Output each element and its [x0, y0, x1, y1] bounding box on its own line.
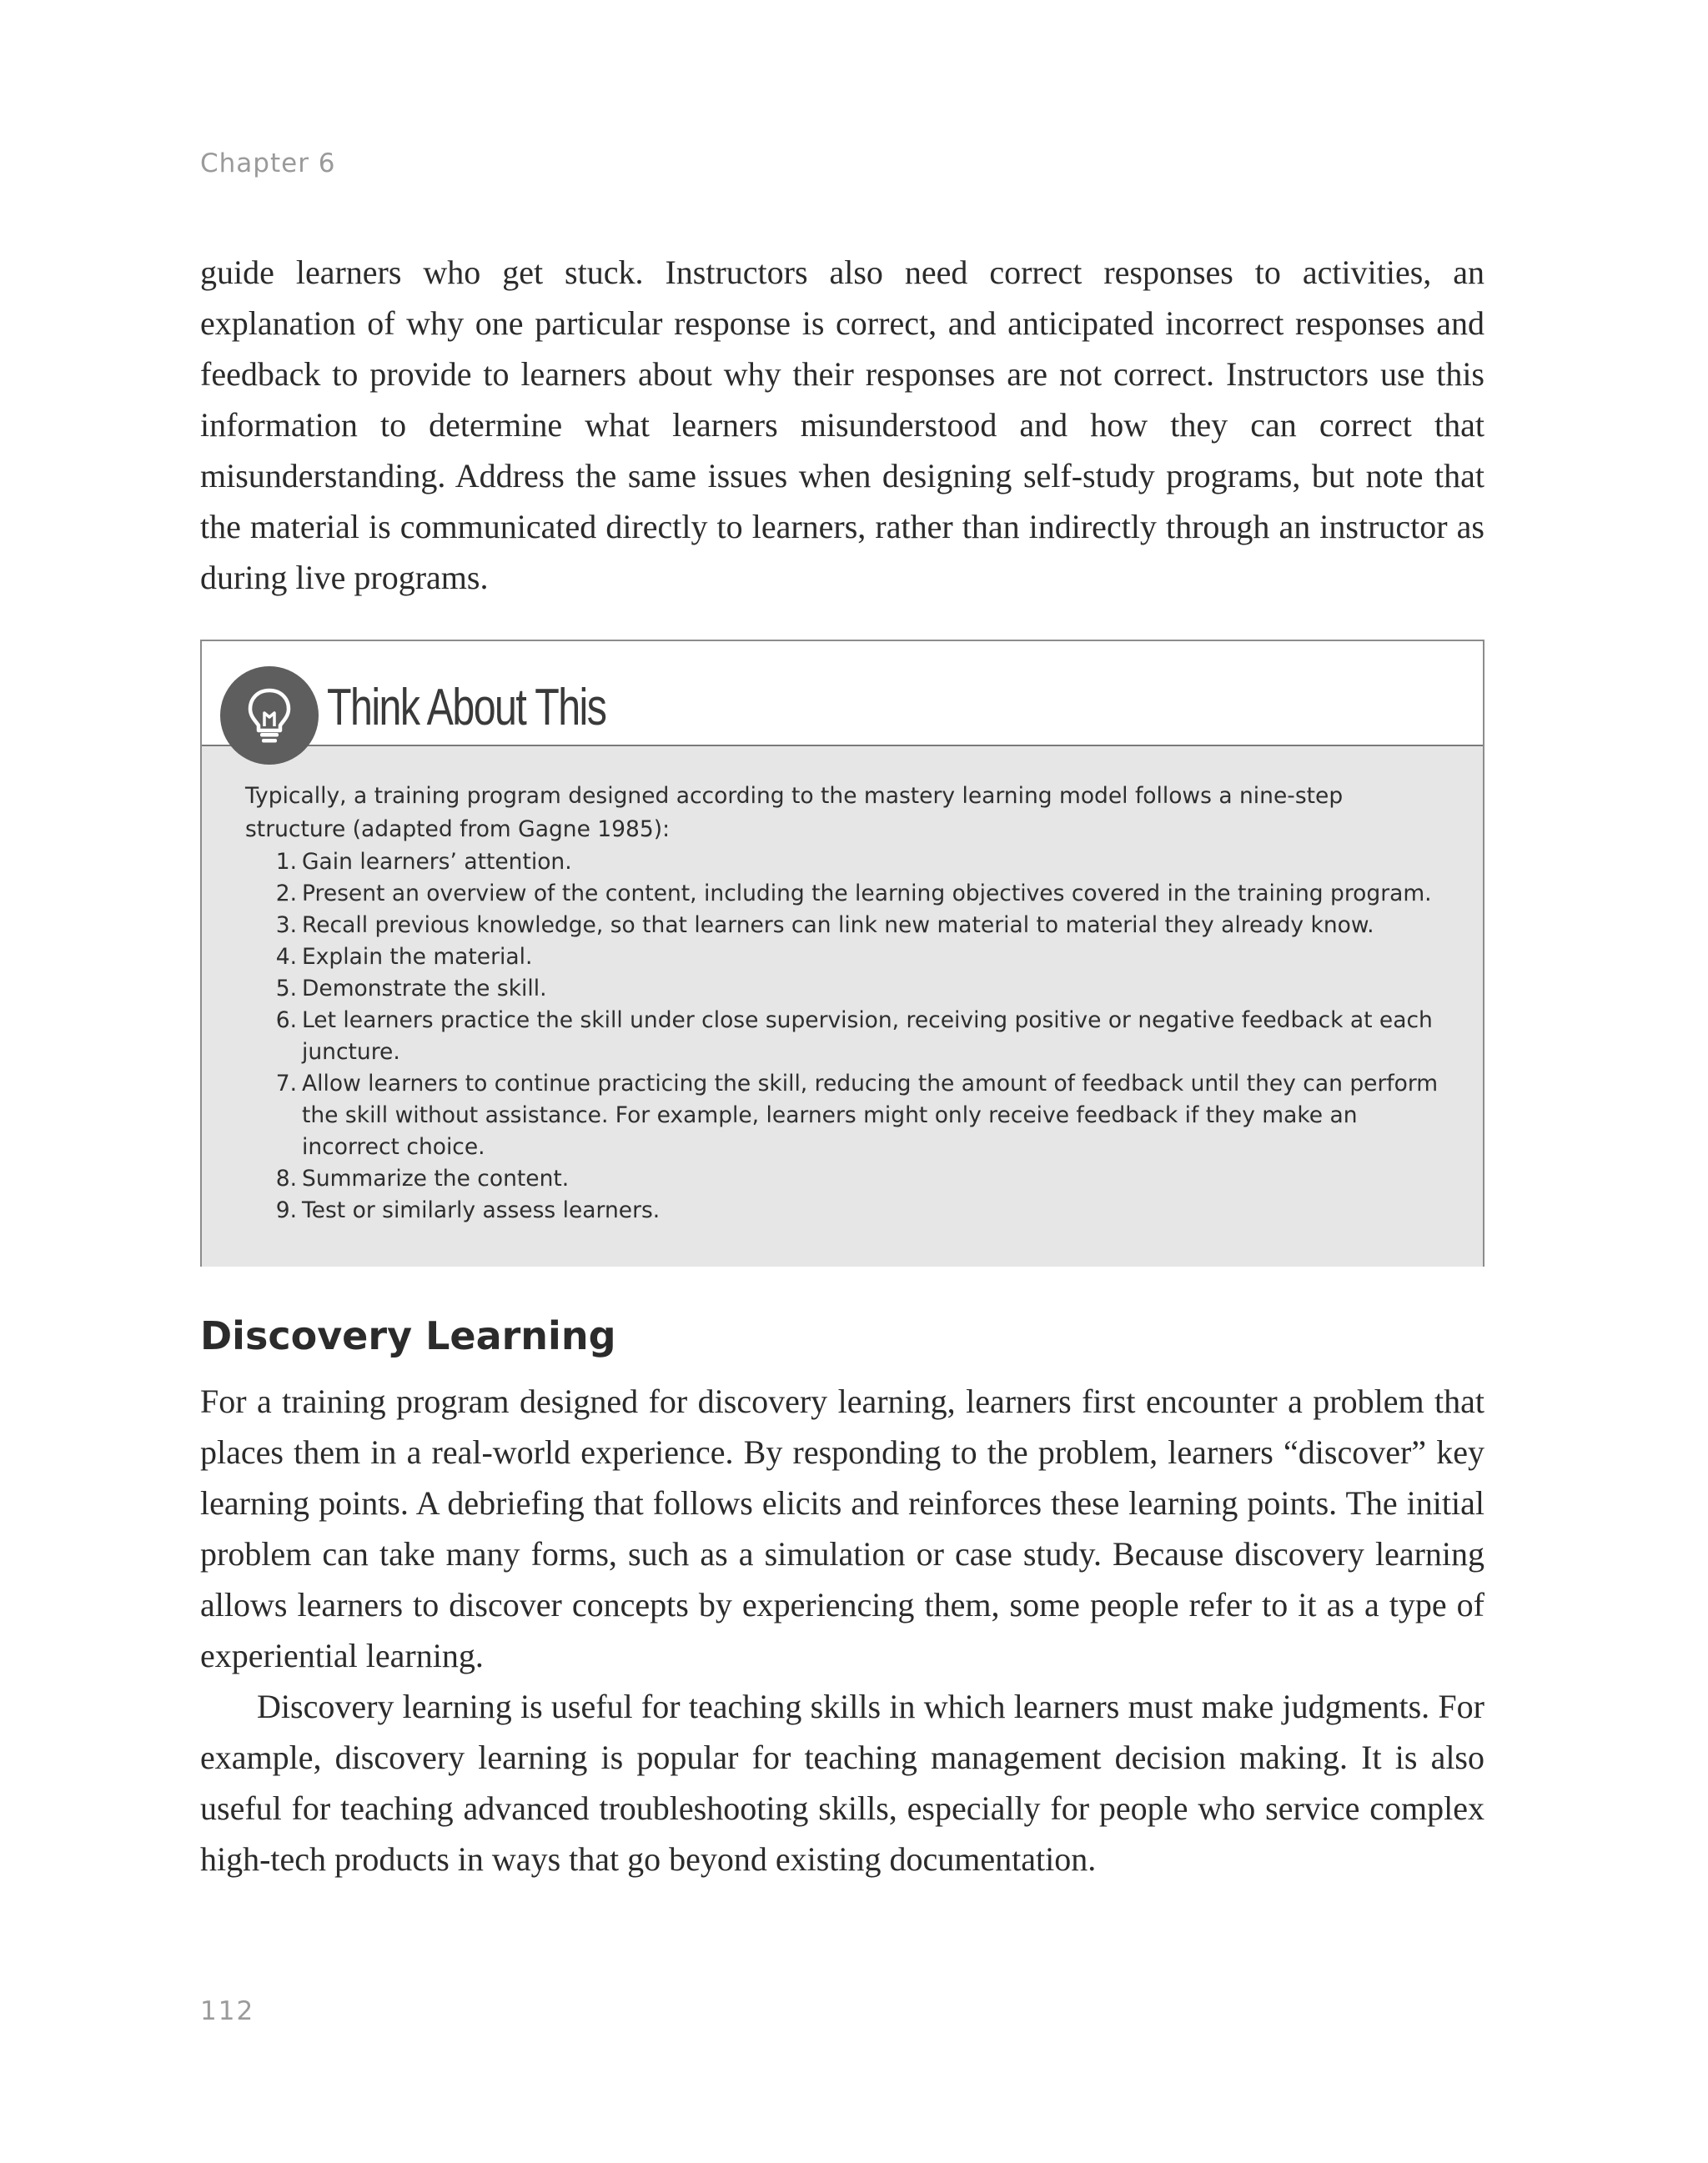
think-about-this-callout	[200, 640, 1484, 1267]
list-item: 6. Let learners practice the skill under close supervision, receiving positive or negative feedback at each juncture.	[275, 1007, 1433, 1065]
lightbulb-icon	[220, 666, 319, 765]
paragraph-discovery-2: Discovery learning is useful for teaching skills in which learners must make judgments. For example, discovery learning is popular for teaching management decision making. It is also useful for teaching advanced troubleshooting skills, especially for people who service complex high-tech products in ways that go beyond existing documentation.	[200, 1688, 1484, 1878]
callout-header	[202, 641, 1483, 746]
callout-title: Think About This	[327, 679, 606, 736]
paragraph-top: guide learners who get stuck. Instructors also need correct responses to activities, an explanation of why one particular response is correct, and anticipated incorrect responses and feedback to provide to learners about why their responses are not correct. Instructors use this information to determine what learners misunderstood and how they can correct that misunderstanding. Address the same issues when designing self-study programs, but note that the material is communicated directly to learners, rather than indirectly through an instructor as during live programs.	[200, 253, 1484, 596]
list-item: 5. Demonstrate the skill.	[275, 976, 547, 1001]
list-item: 8. Summarize the content.	[275, 1166, 570, 1192]
section-heading: Discovery Learning	[200, 1313, 616, 1358]
list-item: 7. Allow learners to continue practicing the skill, reducing the amount of feedback until they can perform the skill without assistance. For example, learners might only receive feedback if they make an incorrect choice.	[275, 1071, 1439, 1160]
callout-intro: Typically, a training program designed according to the mastery learning model follows a nine-step structure (adapted from Gagne 1985):	[245, 783, 1344, 842]
callout-body	[202, 746, 1483, 1267]
steps-list	[245, 846, 1441, 1227]
running-head: Chapter 6	[200, 148, 336, 178]
list-item: 3. Recall previous knowledge, so that learners can link new material to material they already know.	[275, 912, 1374, 938]
list-item: 9. Test or similarly assess learners.	[275, 1197, 661, 1223]
list-item: 2. Present an overview of the content, including the learning objectives covered in the training program.	[275, 881, 1432, 906]
page-number: 112	[200, 1996, 255, 2026]
list-item: 1. Gain learners’ attention.	[275, 849, 572, 875]
list-item: 4. Explain the material.	[275, 944, 533, 970]
paragraph-discovery-1: For a training program designed for discovery learning, learners first encounter a problem that places them in a real-world experience. By responding to the problem, learners “discover” key learning points. A debriefing that follows elicits and reinforces these learning points. The initial problem can take many forms, such as a simulation or case study. Because discovery learning allows learners to discover concepts by experiencing them, some people refer to it as a type of experiential learning.	[200, 1383, 1484, 1674]
